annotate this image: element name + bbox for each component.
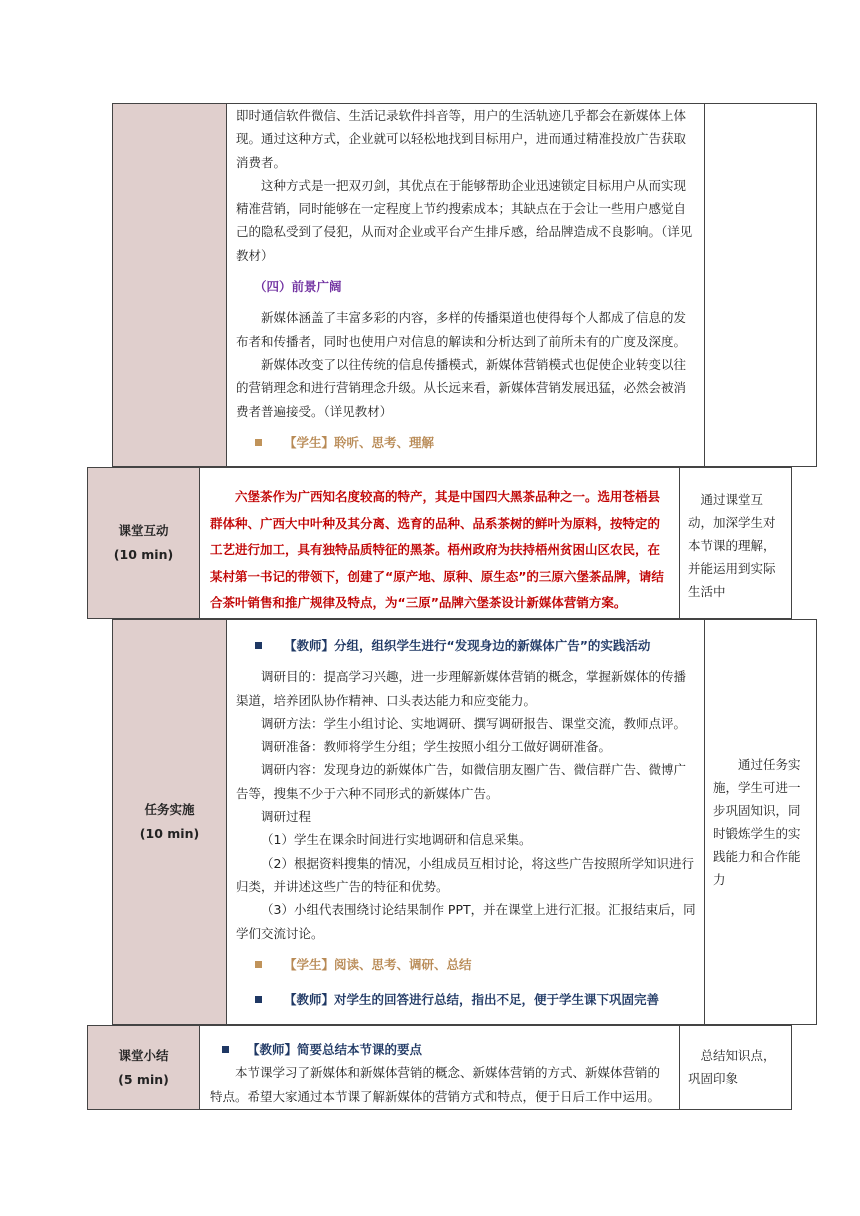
student-activity-text: 【学生】聆听、思考、理解 <box>284 434 435 450</box>
square-bullet-icon <box>255 642 262 649</box>
teacher-activity <box>236 988 696 1011</box>
paragraph: 调研方法：学生小组讨论、实地调研、撰写调研报告、课堂交流，教师点评。 <box>261 715 687 731</box>
row-content <box>227 104 704 466</box>
student-activity-text: 【学生】阅读、思考、调研、总结 <box>284 956 472 972</box>
row-label-duration: (10 min) <box>113 547 174 562</box>
teacher-activity <box>236 634 696 657</box>
row-note-text: 通过任务实施，学生可进一步巩固知识，同时锻炼学生的实践能力和合作能力 <box>713 757 801 887</box>
row-label-empty <box>113 104 227 466</box>
paragraph: （1）学生在课余时间进行实地调研和信息采集。 <box>261 832 532 848</box>
student-activity <box>236 953 696 976</box>
teacher-activity <box>210 1038 671 1061</box>
teacher-activity-text: 【教师】对学生的回答进行总结，指出不足，便于学生课下巩固完善 <box>284 992 660 1008</box>
row-classroom-interaction <box>87 467 792 619</box>
paragraph: 即时通信软件微信、生活记录软件抖音等，用户的生活轨迹几乎都会在新媒体上体现。通过这种方式，企业就可以轻松地找到目标用户，进而通过精准投放广告获取消费者。 <box>236 108 687 170</box>
row-label-title: 课堂小结 <box>118 1047 169 1063</box>
task-text: 六堡茶作为广西知名度较高的特产，其是中国四大黑茶品种之一。选用苍梧县群体种、广西大中叶种及其分离、选育的品种、品系茶树的鲜叶为原料，按特定的工艺进行加工，具有独特品质特征的黑茶。梧州政府为扶持梧州贫困山区农民，在某村第一书记的带领下，创建了“原产地、原种、原生态”的三原六堡茶品牌，请结合茶叶销售和推广规律及特点，为“三原”品牌六堡茶设计新媒体营销方案。 <box>210 489 664 610</box>
row-label-duration: (5 min) <box>118 1071 169 1087</box>
paragraph: 本节课学习了新媒体和新媒体营销的概念、新媒体营销的方式、新媒体营销的特点。希望大家通过本节课了解新媒体的营销方式和特点，便于日后工作中运用。 <box>210 1065 661 1104</box>
row-note <box>704 620 816 1024</box>
paragraph: 调研准备：教师将学生分组；学生按照小组分工做好调研准备。 <box>261 739 612 755</box>
row-label-title: 课堂互动 <box>118 523 169 538</box>
paragraph: 这种方式是一把双刃剑，其优点在于能够帮助企业迅速锁定目标用户从而实现精准营销，同时能够在一定程度上节约搜索成本；其缺点在于会让一些用户感觉自己的隐私受到了侵犯，从而对企业或平台产生排斥感，给品牌造成不良影响。（详见教材） <box>236 177 693 263</box>
square-bullet-icon <box>255 961 262 968</box>
row-class-summary <box>87 1025 792 1110</box>
paragraph: 调研过程 <box>261 809 312 825</box>
row-label-duration: (10 min) <box>139 826 200 841</box>
row-note-text: 通过课堂互动，加深学生对本节课的理解，并能运用到实际生活中 <box>688 492 776 599</box>
row-content <box>200 1026 679 1109</box>
row-label-title: 任务实施 <box>144 802 195 817</box>
square-bullet-icon <box>255 439 262 446</box>
row-label <box>113 620 227 1024</box>
paragraph: （3）小组代表围绕讨论结果制作 PPT，并在课堂上进行汇报。汇报结束后，同学们交流讨论。 <box>236 902 696 941</box>
paragraph: （2）根据资料搜集的情况，小组成员互相讨论，将这些广告按照所学知识进行归类，并讲述这些广告的特征和优势。 <box>236 855 694 894</box>
teacher-activity-text: 【教师】简要总结本节课的要点 <box>247 1042 423 1057</box>
paragraph: 新媒体涵盖了丰富多彩的内容，多样的传播渠道也使得每个人都成了信息的发布者和传播者，同时也使用户对信息的解读和分析达到了前所未有的广度及深度。 <box>236 310 687 349</box>
row-label <box>88 1026 200 1109</box>
square-bullet-icon <box>255 996 262 1003</box>
row-content <box>227 620 704 1024</box>
row-task-implementation <box>112 619 817 1025</box>
row-label <box>88 468 200 618</box>
task-description <box>200 468 679 618</box>
square-bullet-icon <box>222 1046 229 1053</box>
paragraph: 新媒体改变了以往传统的信息传播模式，新媒体营销模式也促使企业转变以往的营销理念和进行营销理念升级。从长远来看，新媒体营销发展迅猛，必然会被消费者普遍接受。（详见教材） <box>236 356 687 419</box>
row-note-text: 总结知识点，巩固印象 <box>688 1048 776 1086</box>
student-activity <box>236 431 696 454</box>
paragraph: 调研目的：提高学习兴趣，进一步理解新媒体营销的概念，掌握新媒体的传播渠道，培养团队协作精神、口头表达能力和应变能力。 <box>236 669 687 708</box>
row-continuation <box>112 103 817 467</box>
row-note <box>679 468 791 618</box>
paragraph: 调研内容：发现身边的新媒体广告，如微信朋友圈广告、微信群广告、微博广告等，搜集不少于六种不同形式的新媒体广告。 <box>236 762 687 801</box>
teacher-activity-text: 【教师】分组，组织学生进行“发现身边的新媒体广告”的实践活动 <box>284 638 651 653</box>
section-heading: （四）前景广阔 <box>254 279 342 295</box>
row-note <box>679 1026 791 1109</box>
row-note-empty <box>704 104 816 466</box>
